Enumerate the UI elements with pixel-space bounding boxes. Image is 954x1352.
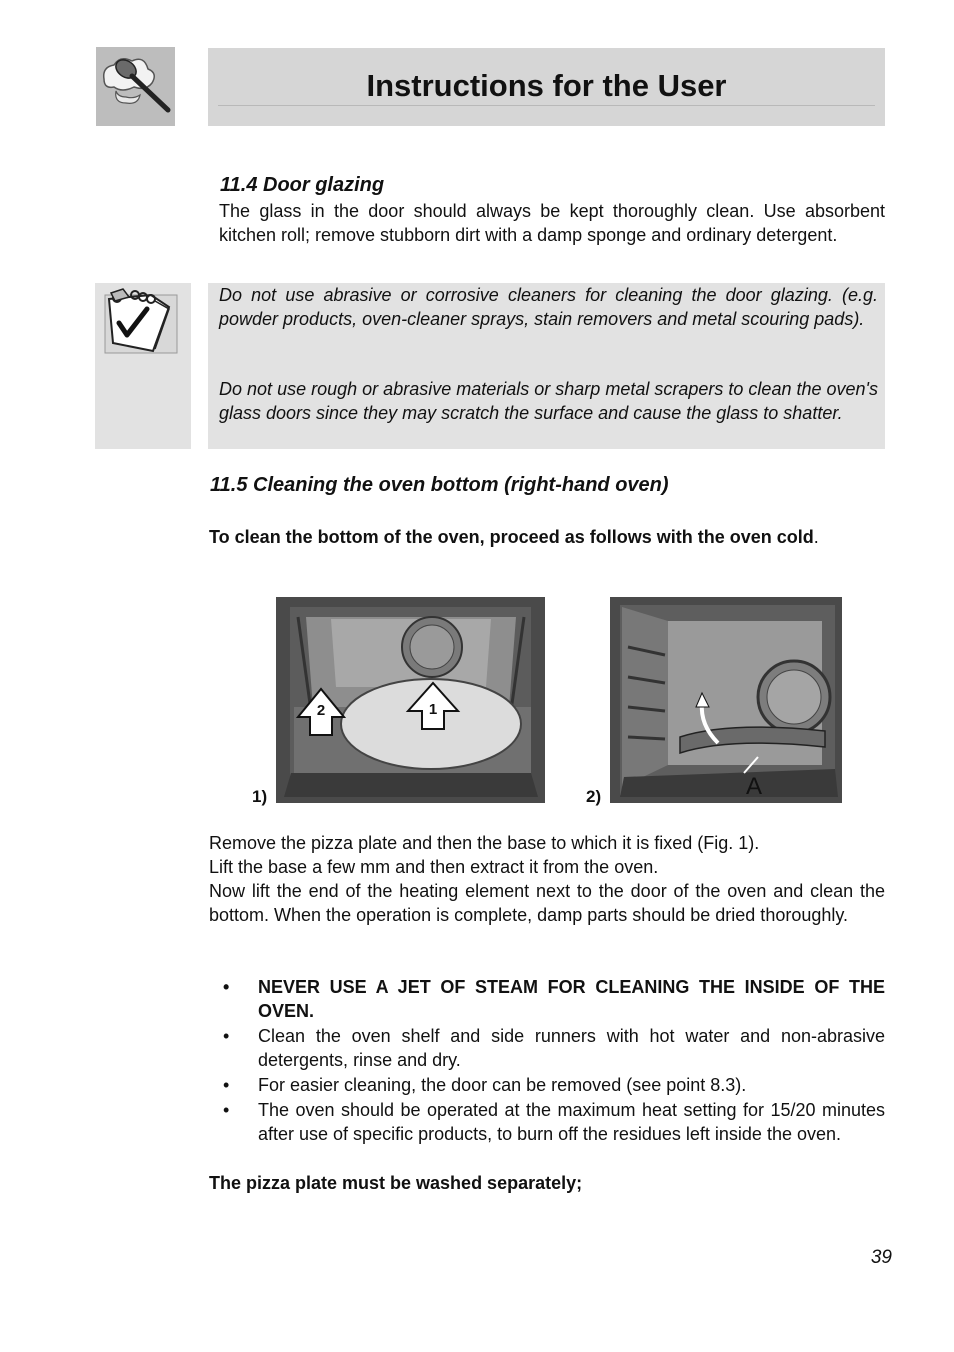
- header-divider: [218, 105, 875, 106]
- callout-a-label: A: [746, 773, 763, 800]
- instruction-line-3: Now lift the end of the heating element next to the door of the oven and clean the bottom. When the operation is complete, damp parts should be dried thoroughly.: [209, 881, 885, 925]
- note-paragraph-1: Do not use abrasive or corrosive cleaners for cleaning the door glazing. (e.g. powder products, oven-cleaner sprays, stain removers and metal scouring pads).: [219, 285, 878, 329]
- oven-bottom-intro: [209, 525, 885, 549]
- instruction-line-1: Remove the pizza plate and then the base to which it is fixed (Fig. 1).: [209, 833, 760, 853]
- pizza-plate-note: The pizza plate must be washed separately;: [209, 1173, 583, 1193]
- list-item-text: For easier cleaning, the door can be removed (see point 8.3).: [258, 1075, 747, 1095]
- figure-2-heating-element: [610, 597, 842, 803]
- list-item: [209, 975, 885, 1023]
- intro-tail: .: [813, 527, 819, 547]
- bullet-icon: •: [223, 1100, 230, 1120]
- cleaning-tips-list: [209, 975, 885, 1147]
- warning-note: [208, 283, 885, 449]
- section-heading-door-glazing: 11.4 Door glazing: [220, 174, 385, 196]
- instruction-line-2: Lift the base a few mm and then extract it from the oven.: [209, 857, 659, 877]
- arrow-1-label: 1: [428, 701, 438, 718]
- page-title: Instructions for the User: [366, 68, 727, 103]
- list-item-text: The oven should be operated at the maximum heat setting for 15/20 minutes after use of specific products, to burn off the residues left inside the oven.: [258, 1100, 885, 1144]
- figure-1-label: 1): [252, 787, 268, 806]
- list-item-text: Clean the oven shelf and side runners with hot water and non-abrasive detergents, rinse and dry.: [258, 1026, 885, 1070]
- list-item: [209, 1098, 885, 1146]
- list-item: [209, 1024, 885, 1072]
- list-item-text: NEVER USE A JET OF STEAM FOR CLEANING THE INSIDE OF THE OVEN.: [258, 977, 885, 1021]
- figure-1-oven-pizza-plate: [276, 597, 545, 803]
- bullet-icon: •: [223, 977, 230, 997]
- list-item: [209, 1073, 885, 1097]
- intro-bold: To clean the bottom of the oven, proceed as follows with the oven cold: [209, 527, 814, 547]
- door-glazing-text: The glass in the door should always be kept thoroughly clean. Use absorbent kitchen roll; remove stubborn dirt with a damp sponge and ordinary detergent.: [219, 201, 885, 245]
- notepad-checkmark-icon: [105, 289, 177, 353]
- header-bar: [208, 48, 885, 126]
- section-heading-oven-bottom: 11.5 Cleaning the oven bottom (right-hand oven): [210, 474, 669, 496]
- note-icon-panel: [95, 283, 191, 449]
- arrow-2-label: 2: [316, 702, 326, 719]
- bullet-icon: •: [223, 1026, 230, 1046]
- figure-2-label: 2): [586, 787, 602, 806]
- note-paragraph-2: Do not use rough or abrasive materials or sharp metal scrapers to clean the oven's glass doors since they may scratch the surface and cause the glass to shatter.: [219, 379, 878, 423]
- chef-spoon-logo-icon: [96, 47, 175, 126]
- page-number: 39: [870, 1247, 892, 1268]
- bullet-icon: •: [223, 1075, 230, 1095]
